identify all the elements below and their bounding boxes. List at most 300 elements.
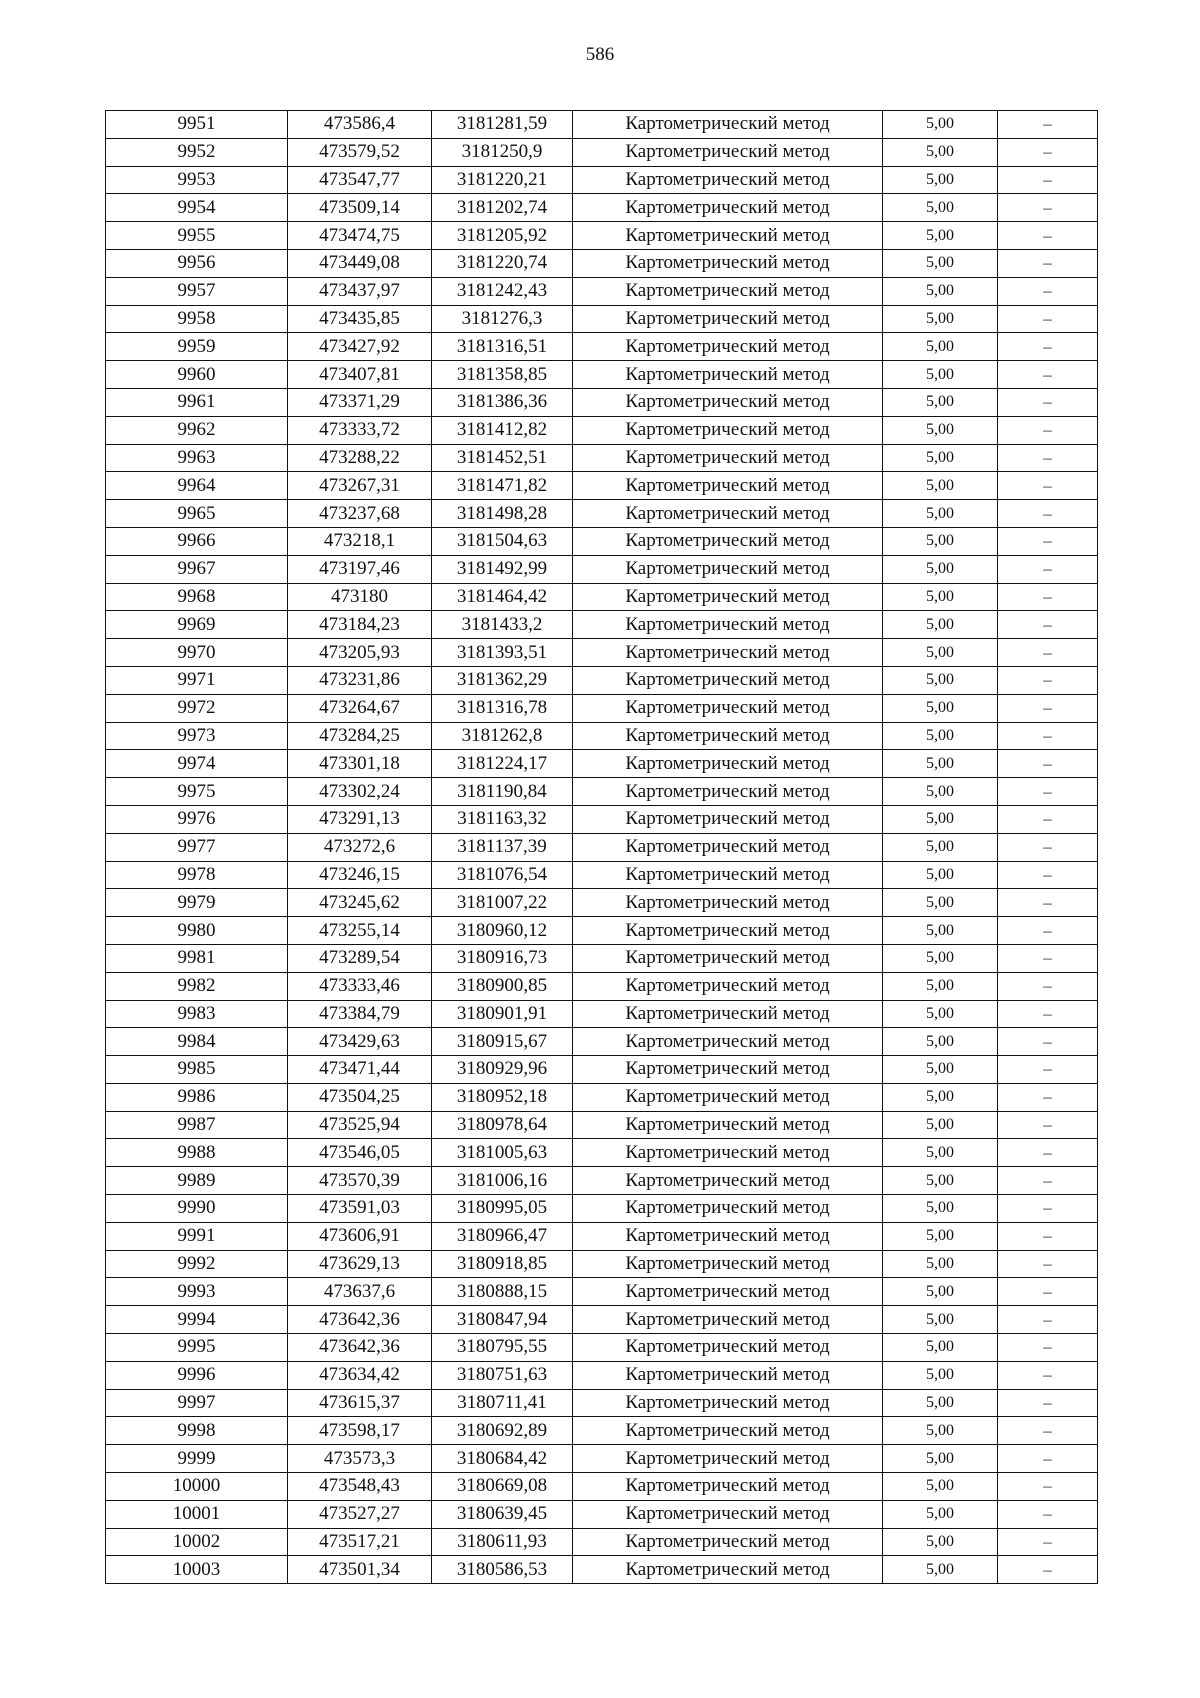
- table-row: [106, 416, 1098, 444]
- note-cell: –: [998, 472, 1098, 500]
- method-cell: Картометрический метод: [573, 555, 883, 583]
- note-cell: –: [998, 166, 1098, 194]
- note-cell: –: [998, 1334, 1098, 1362]
- x-coordinate-cell: 473384,79: [288, 1000, 432, 1028]
- x-coordinate-cell: 473371,29: [288, 388, 432, 416]
- note-cell: –: [998, 722, 1098, 750]
- table-row: [106, 527, 1098, 555]
- y-coordinate-cell: 3180966,47: [432, 1222, 573, 1250]
- point-number-cell: 9961: [106, 388, 288, 416]
- note-cell: –: [998, 889, 1098, 917]
- point-number-cell: 9974: [106, 750, 288, 778]
- accuracy-cell: 5,00: [883, 1473, 998, 1501]
- accuracy-cell: 5,00: [883, 611, 998, 639]
- method-cell: Картометрический метод: [573, 1473, 883, 1501]
- method-cell: Картометрический метод: [573, 805, 883, 833]
- table-row: [106, 1361, 1098, 1389]
- note-cell: –: [998, 527, 1098, 555]
- y-coordinate-cell: 3181362,29: [432, 666, 573, 694]
- x-coordinate-cell: 473288,22: [288, 444, 432, 472]
- method-cell: Картометрический метод: [573, 194, 883, 222]
- method-cell: Картометрический метод: [573, 889, 883, 917]
- accuracy-cell: 5,00: [883, 805, 998, 833]
- y-coordinate-cell: 3180692,89: [432, 1417, 573, 1445]
- x-coordinate-cell: 473509,14: [288, 194, 432, 222]
- x-coordinate-cell: 473591,03: [288, 1195, 432, 1223]
- accuracy-cell: 5,00: [883, 1139, 998, 1167]
- x-coordinate-cell: 473289,54: [288, 944, 432, 972]
- y-coordinate-cell: 3181498,28: [432, 500, 573, 528]
- table-row: [106, 1167, 1098, 1195]
- x-coordinate-cell: 473598,17: [288, 1417, 432, 1445]
- method-cell: Картометрический метод: [573, 833, 883, 861]
- x-coordinate-cell: 473429,63: [288, 1028, 432, 1056]
- table-row: [106, 805, 1098, 833]
- point-number-cell: 10003: [106, 1556, 288, 1584]
- table-row: [106, 1250, 1098, 1278]
- y-coordinate-cell: 3181492,99: [432, 555, 573, 583]
- method-cell: Картометрический метод: [573, 1361, 883, 1389]
- method-cell: Картометрический метод: [573, 944, 883, 972]
- point-number-cell: 9980: [106, 917, 288, 945]
- point-number-cell: 9979: [106, 889, 288, 917]
- table-row: [106, 1334, 1098, 1362]
- coordinates-table: [105, 110, 1098, 1584]
- note-cell: –: [998, 1389, 1098, 1417]
- accuracy-cell: 5,00: [883, 1334, 998, 1362]
- table-row: [106, 944, 1098, 972]
- point-number-cell: 9990: [106, 1195, 288, 1223]
- table-row: [106, 138, 1098, 166]
- point-number-cell: 9991: [106, 1222, 288, 1250]
- table-row: [106, 1111, 1098, 1139]
- note-cell: –: [998, 277, 1098, 305]
- point-number-cell: 9963: [106, 444, 288, 472]
- x-coordinate-cell: 473547,77: [288, 166, 432, 194]
- accuracy-cell: 5,00: [883, 944, 998, 972]
- table-row: [106, 1222, 1098, 1250]
- y-coordinate-cell: 3181190,84: [432, 778, 573, 806]
- method-cell: Картометрический метод: [573, 1278, 883, 1306]
- point-number-cell: 9984: [106, 1028, 288, 1056]
- y-coordinate-cell: 3181137,39: [432, 833, 573, 861]
- note-cell: –: [998, 1306, 1098, 1334]
- point-number-cell: 9996: [106, 1361, 288, 1389]
- y-coordinate-cell: 3181504,63: [432, 527, 573, 555]
- note-cell: –: [998, 1278, 1098, 1306]
- x-coordinate-cell: 473333,46: [288, 972, 432, 1000]
- method-cell: Картометрический метод: [573, 1195, 883, 1223]
- table-row: [106, 778, 1098, 806]
- point-number-cell: 9967: [106, 555, 288, 583]
- note-cell: –: [998, 1167, 1098, 1195]
- x-coordinate-cell: 473184,23: [288, 611, 432, 639]
- note-cell: –: [998, 972, 1098, 1000]
- y-coordinate-cell: 3181262,8: [432, 722, 573, 750]
- point-number-cell: 9954: [106, 194, 288, 222]
- method-cell: Картометрический метод: [573, 722, 883, 750]
- accuracy-cell: 5,00: [883, 1528, 998, 1556]
- point-number-cell: 9977: [106, 833, 288, 861]
- accuracy-cell: 5,00: [883, 388, 998, 416]
- y-coordinate-cell: 3181464,42: [432, 583, 573, 611]
- method-cell: Картометрический метод: [573, 277, 883, 305]
- y-coordinate-cell: 3181220,74: [432, 249, 573, 277]
- y-coordinate-cell: 3180888,15: [432, 1278, 573, 1306]
- accuracy-cell: 5,00: [883, 1500, 998, 1528]
- table-row: [106, 1389, 1098, 1417]
- table-row: [106, 833, 1098, 861]
- point-number-cell: 9988: [106, 1139, 288, 1167]
- note-cell: –: [998, 361, 1098, 389]
- note-cell: –: [998, 1473, 1098, 1501]
- table-row: [106, 444, 1098, 472]
- x-coordinate-cell: 473333,72: [288, 416, 432, 444]
- method-cell: Картометрический метод: [573, 778, 883, 806]
- method-cell: Картометрический метод: [573, 1222, 883, 1250]
- point-number-cell: 9972: [106, 694, 288, 722]
- y-coordinate-cell: 3180611,93: [432, 1528, 573, 1556]
- x-coordinate-cell: 473525,94: [288, 1111, 432, 1139]
- method-cell: Картометрический метод: [573, 861, 883, 889]
- note-cell: –: [998, 249, 1098, 277]
- point-number-cell: 9966: [106, 527, 288, 555]
- method-cell: Картометрический метод: [573, 527, 883, 555]
- y-coordinate-cell: 3180751,63: [432, 1361, 573, 1389]
- point-number-cell: 9973: [106, 722, 288, 750]
- x-coordinate-cell: 473205,93: [288, 639, 432, 667]
- y-coordinate-cell: 3181276,3: [432, 305, 573, 333]
- method-cell: Картометрический метод: [573, 1556, 883, 1584]
- accuracy-cell: 5,00: [883, 889, 998, 917]
- point-number-cell: 9960: [106, 361, 288, 389]
- x-coordinate-cell: 473546,05: [288, 1139, 432, 1167]
- table-row: [106, 1500, 1098, 1528]
- method-cell: Картометрический метод: [573, 361, 883, 389]
- table-row: [106, 972, 1098, 1000]
- accuracy-cell: 5,00: [883, 111, 998, 139]
- accuracy-cell: 5,00: [883, 555, 998, 583]
- table-row: [106, 722, 1098, 750]
- point-number-cell: 9970: [106, 639, 288, 667]
- point-number-cell: 10000: [106, 1473, 288, 1501]
- y-coordinate-cell: 3180586,53: [432, 1556, 573, 1584]
- accuracy-cell: 5,00: [883, 1278, 998, 1306]
- table-row: [106, 472, 1098, 500]
- x-coordinate-cell: 473272,6: [288, 833, 432, 861]
- y-coordinate-cell: 3181220,21: [432, 166, 573, 194]
- y-coordinate-cell: 3180711,41: [432, 1389, 573, 1417]
- x-coordinate-cell: 473237,68: [288, 500, 432, 528]
- method-cell: Картометрический метод: [573, 1417, 883, 1445]
- x-coordinate-cell: 473501,34: [288, 1556, 432, 1584]
- x-coordinate-cell: 473606,91: [288, 1222, 432, 1250]
- point-number-cell: 9969: [106, 611, 288, 639]
- y-coordinate-cell: 3181281,59: [432, 111, 573, 139]
- note-cell: –: [998, 1445, 1098, 1473]
- accuracy-cell: 5,00: [883, 1083, 998, 1111]
- note-cell: –: [998, 833, 1098, 861]
- accuracy-cell: 5,00: [883, 694, 998, 722]
- y-coordinate-cell: 3181224,17: [432, 750, 573, 778]
- y-coordinate-cell: 3181163,32: [432, 805, 573, 833]
- note-cell: –: [998, 388, 1098, 416]
- y-coordinate-cell: 3181005,63: [432, 1139, 573, 1167]
- point-number-cell: 9981: [106, 944, 288, 972]
- y-coordinate-cell: 3180918,85: [432, 1250, 573, 1278]
- y-coordinate-cell: 3180960,12: [432, 917, 573, 945]
- table-row: [106, 388, 1098, 416]
- note-cell: –: [998, 778, 1098, 806]
- accuracy-cell: 5,00: [883, 917, 998, 945]
- note-cell: –: [998, 1361, 1098, 1389]
- x-coordinate-cell: 473218,1: [288, 527, 432, 555]
- note-cell: –: [998, 1500, 1098, 1528]
- y-coordinate-cell: 3180795,55: [432, 1334, 573, 1362]
- point-number-cell: 9998: [106, 1417, 288, 1445]
- point-number-cell: 9958: [106, 305, 288, 333]
- y-coordinate-cell: 3181316,51: [432, 333, 573, 361]
- accuracy-cell: 5,00: [883, 138, 998, 166]
- method-cell: Картометрический метод: [573, 694, 883, 722]
- accuracy-cell: 5,00: [883, 583, 998, 611]
- method-cell: Картометрический метод: [573, 333, 883, 361]
- accuracy-cell: 5,00: [883, 500, 998, 528]
- method-cell: Картометрический метод: [573, 166, 883, 194]
- coordinates-table-body: [106, 111, 1098, 1584]
- point-number-cell: 9976: [106, 805, 288, 833]
- y-coordinate-cell: 3180978,64: [432, 1111, 573, 1139]
- method-cell: Картометрический метод: [573, 111, 883, 139]
- table-row: [106, 305, 1098, 333]
- x-coordinate-cell: 473291,13: [288, 805, 432, 833]
- accuracy-cell: 5,00: [883, 1222, 998, 1250]
- y-coordinate-cell: 3181007,22: [432, 889, 573, 917]
- accuracy-cell: 5,00: [883, 1195, 998, 1223]
- method-cell: Картометрический метод: [573, 583, 883, 611]
- y-coordinate-cell: 3181393,51: [432, 639, 573, 667]
- x-coordinate-cell: 473471,44: [288, 1056, 432, 1084]
- y-coordinate-cell: 3181386,36: [432, 388, 573, 416]
- note-cell: –: [998, 805, 1098, 833]
- method-cell: Картометрический метод: [573, 666, 883, 694]
- y-coordinate-cell: 3180669,08: [432, 1473, 573, 1501]
- x-coordinate-cell: 473527,27: [288, 1500, 432, 1528]
- accuracy-cell: 5,00: [883, 1556, 998, 1584]
- accuracy-cell: 5,00: [883, 166, 998, 194]
- accuracy-cell: 5,00: [883, 1389, 998, 1417]
- point-number-cell: 9986: [106, 1083, 288, 1111]
- table-row: [106, 1056, 1098, 1084]
- point-number-cell: 9992: [106, 1250, 288, 1278]
- table-row: [106, 555, 1098, 583]
- note-cell: –: [998, 1000, 1098, 1028]
- method-cell: Картометрический метод: [573, 1028, 883, 1056]
- x-coordinate-cell: 473579,52: [288, 138, 432, 166]
- note-cell: –: [998, 861, 1098, 889]
- method-cell: Картометрический метод: [573, 249, 883, 277]
- point-number-cell: 9983: [106, 1000, 288, 1028]
- point-number-cell: 9975: [106, 778, 288, 806]
- y-coordinate-cell: 3181006,16: [432, 1167, 573, 1195]
- table-row: [106, 639, 1098, 667]
- y-coordinate-cell: 3181076,54: [432, 861, 573, 889]
- method-cell: Картометрический метод: [573, 1056, 883, 1084]
- accuracy-cell: 5,00: [883, 1361, 998, 1389]
- x-coordinate-cell: 473302,24: [288, 778, 432, 806]
- point-number-cell: 9968: [106, 583, 288, 611]
- x-coordinate-cell: 473629,13: [288, 1250, 432, 1278]
- x-coordinate-cell: 473642,36: [288, 1334, 432, 1362]
- accuracy-cell: 5,00: [883, 222, 998, 250]
- method-cell: Картометрический метод: [573, 305, 883, 333]
- x-coordinate-cell: 473407,81: [288, 361, 432, 389]
- x-coordinate-cell: 473637,6: [288, 1278, 432, 1306]
- note-cell: –: [998, 1528, 1098, 1556]
- accuracy-cell: 5,00: [883, 833, 998, 861]
- x-coordinate-cell: 473642,36: [288, 1306, 432, 1334]
- point-number-cell: 10001: [106, 1500, 288, 1528]
- x-coordinate-cell: 473284,25: [288, 722, 432, 750]
- method-cell: Картометрический метод: [573, 388, 883, 416]
- y-coordinate-cell: 3181205,92: [432, 222, 573, 250]
- point-number-cell: 9951: [106, 111, 288, 139]
- x-coordinate-cell: 473245,62: [288, 889, 432, 917]
- method-cell: Картометрический метод: [573, 972, 883, 1000]
- y-coordinate-cell: 3181242,43: [432, 277, 573, 305]
- method-cell: Картометрический метод: [573, 1334, 883, 1362]
- method-cell: Картометрический метод: [573, 138, 883, 166]
- method-cell: Картометрический метод: [573, 639, 883, 667]
- x-coordinate-cell: 473615,37: [288, 1389, 432, 1417]
- note-cell: –: [998, 333, 1098, 361]
- accuracy-cell: 5,00: [883, 1417, 998, 1445]
- table-row: [106, 861, 1098, 889]
- point-number-cell: 9952: [106, 138, 288, 166]
- note-cell: –: [998, 583, 1098, 611]
- method-cell: Картометрический метод: [573, 1139, 883, 1167]
- y-coordinate-cell: 3181412,82: [432, 416, 573, 444]
- note-cell: –: [998, 1556, 1098, 1584]
- point-number-cell: 9993: [106, 1278, 288, 1306]
- table-row: [106, 1028, 1098, 1056]
- method-cell: Картометрический метод: [573, 1306, 883, 1334]
- method-cell: Картометрический метод: [573, 1528, 883, 1556]
- y-coordinate-cell: 3181358,85: [432, 361, 573, 389]
- accuracy-cell: 5,00: [883, 305, 998, 333]
- note-cell: –: [998, 917, 1098, 945]
- point-number-cell: 9978: [106, 861, 288, 889]
- y-coordinate-cell: 3180901,91: [432, 1000, 573, 1028]
- point-number-cell: 9957: [106, 277, 288, 305]
- x-coordinate-cell: 473231,86: [288, 666, 432, 694]
- point-number-cell: 9989: [106, 1167, 288, 1195]
- x-coordinate-cell: 473246,15: [288, 861, 432, 889]
- y-coordinate-cell: 3181433,2: [432, 611, 573, 639]
- x-coordinate-cell: 473301,18: [288, 750, 432, 778]
- point-number-cell: 9955: [106, 222, 288, 250]
- accuracy-cell: 5,00: [883, 333, 998, 361]
- accuracy-cell: 5,00: [883, 1028, 998, 1056]
- table-row: [106, 111, 1098, 139]
- y-coordinate-cell: 3180929,96: [432, 1056, 573, 1084]
- method-cell: Картометрический метод: [573, 611, 883, 639]
- note-cell: –: [998, 1222, 1098, 1250]
- accuracy-cell: 5,00: [883, 750, 998, 778]
- table-row: [106, 277, 1098, 305]
- method-cell: Картометрический метод: [573, 444, 883, 472]
- note-cell: –: [998, 639, 1098, 667]
- note-cell: –: [998, 305, 1098, 333]
- accuracy-cell: 5,00: [883, 1167, 998, 1195]
- x-coordinate-cell: 473586,4: [288, 111, 432, 139]
- accuracy-cell: 5,00: [883, 1445, 998, 1473]
- note-cell: –: [998, 111, 1098, 139]
- point-number-cell: 9982: [106, 972, 288, 1000]
- x-coordinate-cell: 473573,3: [288, 1445, 432, 1473]
- y-coordinate-cell: 3180847,94: [432, 1306, 573, 1334]
- accuracy-cell: 5,00: [883, 861, 998, 889]
- accuracy-cell: 5,00: [883, 1000, 998, 1028]
- table-row: [106, 1445, 1098, 1473]
- point-number-cell: 9956: [106, 249, 288, 277]
- point-number-cell: 10002: [106, 1528, 288, 1556]
- note-cell: –: [998, 222, 1098, 250]
- table-row: [106, 1417, 1098, 1445]
- x-coordinate-cell: 473197,46: [288, 555, 432, 583]
- x-coordinate-cell: 473570,39: [288, 1167, 432, 1195]
- accuracy-cell: 5,00: [883, 277, 998, 305]
- point-number-cell: 9995: [106, 1334, 288, 1362]
- method-cell: Картометрический метод: [573, 1500, 883, 1528]
- accuracy-cell: 5,00: [883, 361, 998, 389]
- x-coordinate-cell: 473634,42: [288, 1361, 432, 1389]
- table-row: [106, 361, 1098, 389]
- method-cell: Картометрический метод: [573, 1250, 883, 1278]
- y-coordinate-cell: 3181452,51: [432, 444, 573, 472]
- note-cell: –: [998, 1195, 1098, 1223]
- method-cell: Картометрический метод: [573, 222, 883, 250]
- accuracy-cell: 5,00: [883, 249, 998, 277]
- note-cell: –: [998, 500, 1098, 528]
- accuracy-cell: 5,00: [883, 416, 998, 444]
- point-number-cell: 9987: [106, 1111, 288, 1139]
- method-cell: Картометрический метод: [573, 416, 883, 444]
- table-row: [106, 333, 1098, 361]
- y-coordinate-cell: 3180995,05: [432, 1195, 573, 1223]
- x-coordinate-cell: 473504,25: [288, 1083, 432, 1111]
- y-coordinate-cell: 3180915,67: [432, 1028, 573, 1056]
- x-coordinate-cell: 473180: [288, 583, 432, 611]
- x-coordinate-cell: 473437,97: [288, 277, 432, 305]
- point-number-cell: 9959: [106, 333, 288, 361]
- table-row: [106, 1473, 1098, 1501]
- note-cell: –: [998, 694, 1098, 722]
- table-row: [106, 611, 1098, 639]
- y-coordinate-cell: 3180952,18: [432, 1083, 573, 1111]
- y-coordinate-cell: 3180900,85: [432, 972, 573, 1000]
- table-row: [106, 1528, 1098, 1556]
- table-row: [106, 1139, 1098, 1167]
- x-coordinate-cell: 473517,21: [288, 1528, 432, 1556]
- accuracy-cell: 5,00: [883, 639, 998, 667]
- table-row: [106, 1083, 1098, 1111]
- point-number-cell: 9965: [106, 500, 288, 528]
- note-cell: –: [998, 444, 1098, 472]
- accuracy-cell: 5,00: [883, 778, 998, 806]
- note-cell: –: [998, 194, 1098, 222]
- method-cell: Картометрический метод: [573, 1389, 883, 1417]
